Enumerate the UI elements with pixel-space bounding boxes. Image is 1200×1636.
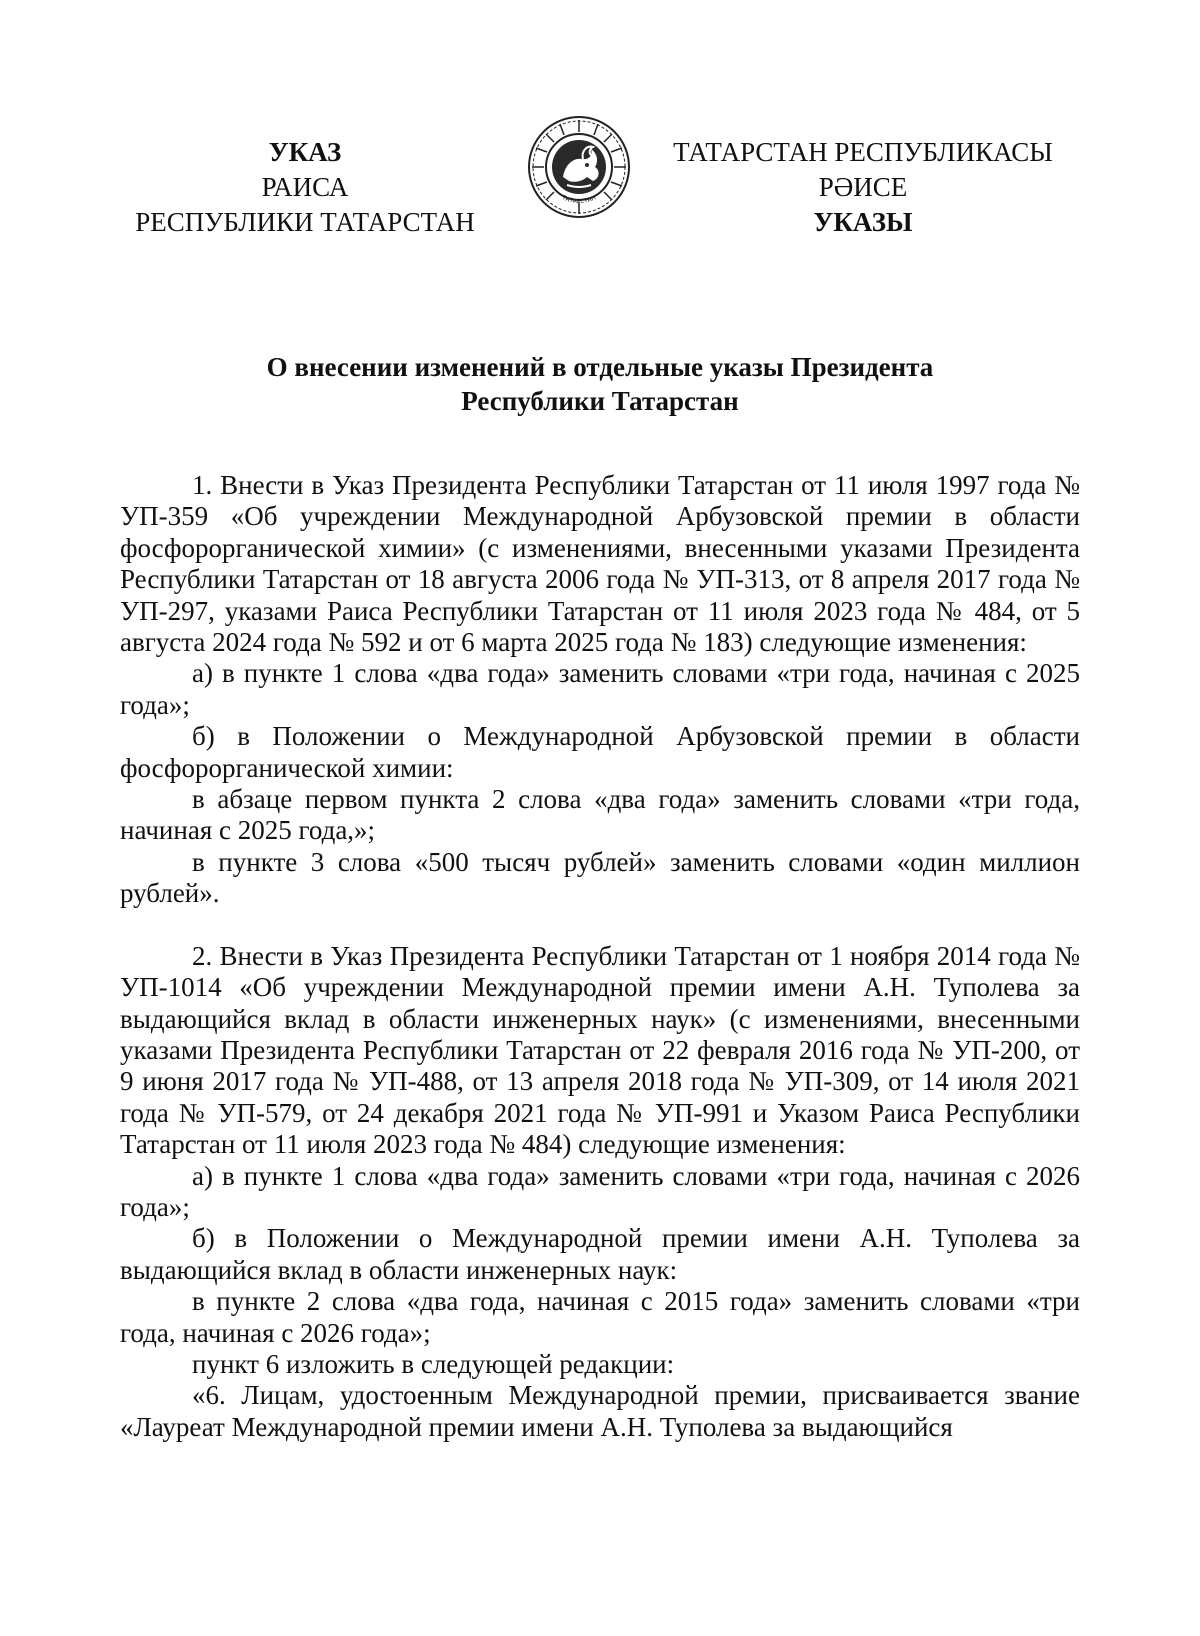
paragraph-2b-item2: пункт 6 изложить в следующей редакции: bbox=[192, 1348, 675, 1379]
tatarstan-emblem-icon bbox=[527, 115, 631, 219]
paragraph-2b: б) в Положении о Международной премии имени А.Н. Туполева за выдающийся вклад в области инженерных наук: bbox=[120, 1223, 1080, 1285]
paragraph-1: 1. Внести в Указ Президента Республики Татарстан от 11 июля 1997 года № УП-359 «Об учреждении Международной Арбузовской премии в области фосфорорганической химии» (с изменениями, внесенными указами Президента Республики Татарстан от 18 августа 2006 года № УП-313, от 8 апреля 2017 года № УП-297, указами Раиса Республики Татарстан от 11 июля 2023 года № 484, от 5 августа 2024 года № 592 и от 6 марта 2025 года № 183) следующие изменения: bbox=[120, 470, 1080, 658]
document-body bbox=[120, 470, 1080, 1443]
header-left bbox=[110, 135, 500, 240]
header-left-line1: УКАЗ bbox=[268, 137, 342, 167]
document-title-line2: Республики Татарстан bbox=[461, 386, 739, 416]
paragraph-2: 2. Внести в Указ Президента Республики Татарстан от 1 ноября 2014 года № УП-1014 «Об учреждении Международной премии имени А.Н. Туполева за выдающийся вклад в области инженерных наук» (с изменениями, внесенными указами Президента Республики Татарстан от 22 февраля 2016 года № УП-200, от 9 июня 2017 года № УП-488, от 13 апреля 2018 года № УП-309, от 14 июля 2021 года № УП-579, от 24 декабря 2021 года № УП-991 и Указом Раиса Республики Татарстан от 11 июля 2023 года № 484) следующие изменения: bbox=[120, 940, 1080, 1160]
paragraph-1b-item1: в абзаце первом пункта 2 слова «два года» заменить словами «три года, начиная с 2025 года,»; bbox=[120, 784, 1080, 846]
header-right bbox=[668, 135, 1058, 240]
header-right-line2: РӘИСЕ bbox=[818, 172, 908, 202]
header-right-line1: ТАТАРСТАН РЕСПУБЛИКАСЫ bbox=[673, 137, 1053, 167]
paragraph-1b-item2: в пункте 3 слова «500 тысяч рублей» заменить словами «один миллион рублей». bbox=[120, 846, 1080, 909]
svg-text:ТАТАРСТАН: ТАТАРСТАН bbox=[560, 194, 598, 206]
paragraph-1b: б) в Положении о Международной Арбузовской премии в области фосфорорганической химии: bbox=[120, 721, 1080, 783]
paragraph-2b-item1: в пункте 2 слова «два года, начиная с 2015 года» заменить словами «три года, начиная с 2026 года»; bbox=[120, 1286, 1080, 1348]
paragraph-1a: а) в пункте 1 слова «два года» заменить словами «три года, начиная с 2025 года»; bbox=[120, 658, 1080, 720]
header-left-line3: РЕСПУБЛИКИ ТАТАРСТАН bbox=[135, 207, 475, 237]
paragraph-2a: а) в пункте 1 слова «два года» заменить словами «три года, начиная с 2026 года»; bbox=[120, 1160, 1080, 1222]
paragraph-2b-item3: «6. Лицам, удостоенным Международной премии, присваивается звание «Лауреат Международной премии имени А.Н. Туполева за выдающийся bbox=[120, 1380, 1080, 1442]
header-left-line2: РАИСА bbox=[261, 172, 349, 202]
document-title bbox=[120, 350, 1080, 418]
header-right-line3: УКАЗЫ bbox=[813, 207, 913, 237]
document-title-line1: О внесении изменений в отдельные указы Президента bbox=[266, 352, 934, 382]
